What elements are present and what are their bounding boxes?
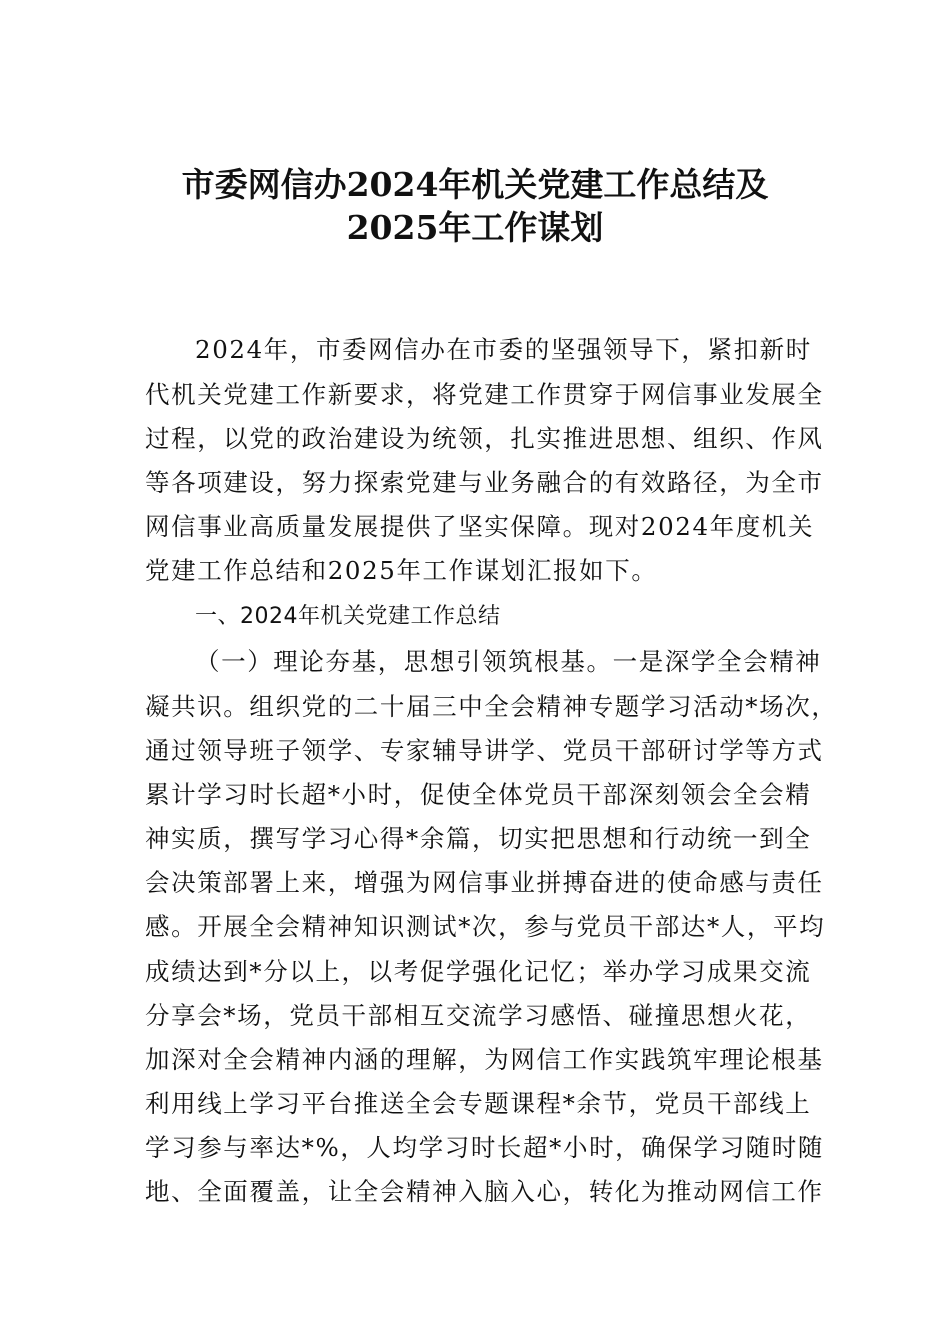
document-title-line-1: 市委网信办2024年机关党建工作总结及	[181, 165, 769, 204]
section-line: （一）理论夯基，思想引领筑根基。一是深学全会精神	[195, 647, 822, 676]
section-line: 凝共识。组织党的二十届三中全会精神专题学习活动*场次，	[145, 692, 838, 721]
section-heading: 一、2024年机关党建工作总结	[195, 604, 501, 629]
section-line: 神实质，撰写学习心得*余篇，切实把思想和行动统一到全	[145, 824, 812, 853]
section-line: 地、全面覆盖，让全会精神入脑入心，转化为推动网信工作	[145, 1177, 824, 1206]
section-line: 会决策部署上来，增强为网信事业拼搏奋进的使命感与责任	[145, 868, 824, 897]
section-line: 感。开展全会精神知识测试*次，参与党员干部达*人，平均	[145, 912, 826, 941]
section-line: 利用线上学习平台推送全会专题课程*余节，党员干部线上	[145, 1089, 812, 1118]
section-line: 学习参与率达*%，人均学习时长超*小时，确保学习随时随	[145, 1133, 824, 1162]
intro-line: 2024年，市委网信办在市委的坚强领导下，紧扣新时	[195, 335, 812, 364]
intro-line: 代机关党建工作新要求，将党建工作贯穿于网信事业发展全	[145, 380, 824, 409]
section-line: 通过领导班子领学、专家辅导讲学、党员干部研讨学等方式	[145, 736, 824, 765]
intro-line: 等各项建设，努力探索党建与业务融合的有效路径，为全市	[145, 468, 824, 497]
section-line: 累计学习时长超*小时，促使全体党员干部深刻领会全会精	[145, 780, 812, 809]
document-title-line-2: 2025年工作谋划	[346, 208, 604, 247]
intro-line: 网信事业高质量发展提供了坚实保障。现对2024年度机关	[145, 512, 815, 541]
section-line: 分享会*场，党员干部相互交流学习感悟、碰撞思想火花，	[145, 1001, 812, 1030]
section-line: 加深对全会精神内涵的理解，为网信工作实践筑牢理论根基	[145, 1045, 824, 1074]
section-line: 成绩达到*分以上，以考促学强化记忆；举办学习成果交流	[145, 957, 812, 986]
intro-line: 过程，以党的政治建设为统领，扎实推进思想、组织、作风	[145, 424, 824, 453]
intro-line: 党建工作总结和2025年工作谋划汇报如下。	[145, 556, 658, 585]
